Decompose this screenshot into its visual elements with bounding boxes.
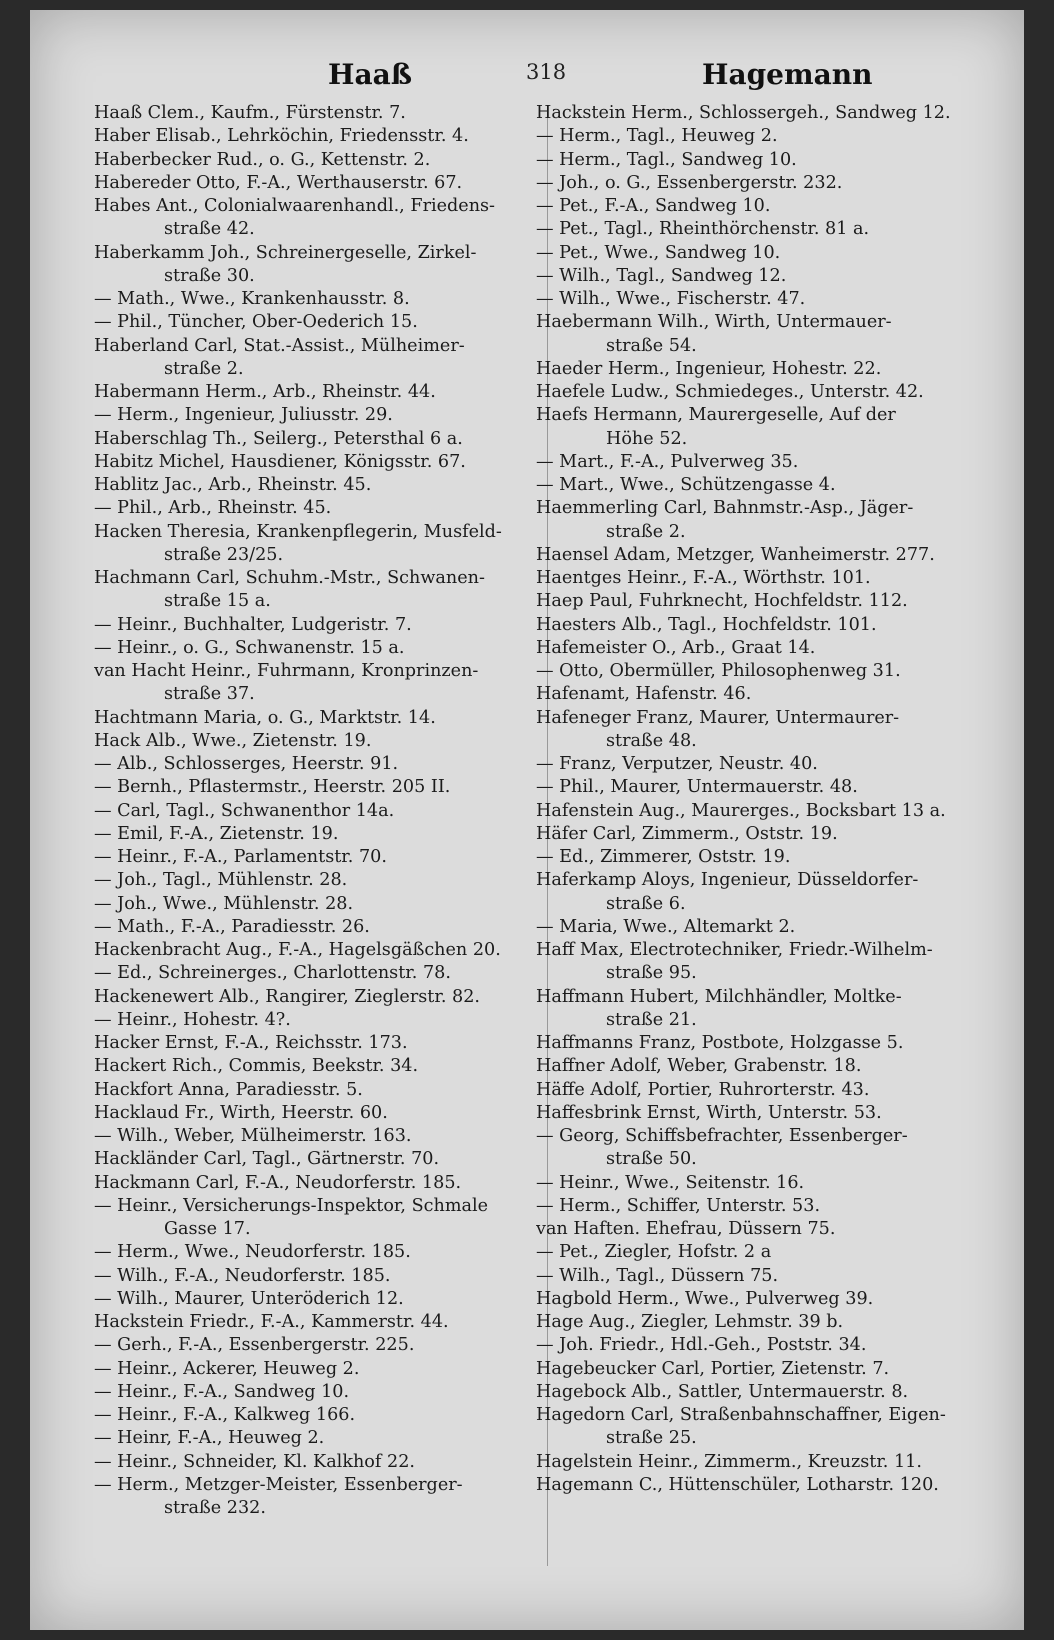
directory-entry: Haffmanns Franz, Postbote, Holzgasse 5. [536,1033,904,1053]
directory-entry: Hacker Ernst, F.-A., Reichsstr. 173. [94,1033,408,1053]
directory-entry: — Heinr., F.-A., Kalkweg 166. [94,1405,356,1425]
directory-entry: — Herm., Wwe., Neudorferstr. 185. [94,1242,411,1263]
directory-entry: Haensel Adam, Metzger, Wanheimerstr. 277. [536,544,935,565]
directory-entry: Haeder Herm., Ingenieur, Hohestr. 22. [536,358,882,379]
directory-entry: — Joh. Friedr., Hdl.-Geh., Poststr. 34. [536,1335,867,1356]
directory-entry: van Hacht Heinr., Fuhrmann, Kronprinzen- [94,661,479,681]
entry-continuation: straße 2. [606,521,686,542]
directory-page [30,10,1024,1630]
directory-entry: Häfer Carl, Zimmerm., Oststr. 19. [536,823,838,844]
directory-entry: — Heinr., Versicherungs-Inspektor, Schmale [94,1195,489,1216]
directory-entry: — Joh., Tagl., Mühlenstr. 28. [94,870,348,891]
directory-entry: — Carl, Tagl., Schwanenthor 14a. [94,800,395,821]
directory-entry: Hafenstein Aug., Maurerges., Bocksbart 13 a. [536,800,946,821]
directory-entry: — Heinr., Schneider, Kl. Kalkhof 22. [94,1451,415,1472]
directory-entry: Haferkamp Aloys, Ingenieur, Düsseldorfer- [536,870,919,891]
directory-entry: — Herm., Tagl., Heuweg 2. [536,126,778,147]
directory-entry: Hack Alb., Wwe., Zietenstr. 19. [94,730,372,751]
directory-entry: — Heinr., Wwe., Seitenstr. 16. [536,1172,805,1193]
entry-continuation: straße 23/25. [164,544,284,565]
directory-entry: Haberland Carl, Stat.-Assist., Mülheimer- [94,335,465,356]
directory-entry: — Heinr., F.-A., Parlamentstr. 70. [94,847,387,867]
directory-entry: Haberbecker Rud., o. G., Kettenstr. 2. [94,149,431,170]
directory-entry: Haefele Ludw., Schmiedeges., Unterstr. 42. [536,382,924,402]
directory-entry: Haffner Adolf, Weber, Grabenstr. 18. [536,1056,862,1077]
directory-entry: — Pet., Tagl., Rheinthörchenstr. 81 a. [536,219,870,240]
directory-entry: — Ed., Zimmerer, Oststr. 19. [536,847,791,867]
directory-entry: Haentges Heinr., F.-A., Wörthstr. 101. [536,568,871,588]
directory-entry: — Mart., F.-A., Pulverweg 35. [536,451,799,472]
directory-entry: — Wilh., Weber, Mülheimerstr. 163. [94,1126,412,1146]
directory-entry: — Math., F.-A., Paradiesstr. 26. [94,916,370,937]
directory-entry: — Phil., Arb., Rheinstr. 45. [94,498,332,519]
entry-continuation: Höhe 52. [606,428,688,449]
directory-entry: Haaß Clem., Kaufm., Fürstenstr. 7. [94,103,406,123]
directory-entry: Haffesbrink Ernst, Wirth, Unterstr. 53. [536,1102,882,1123]
entry-continuation: straße 48. [606,730,697,751]
directory-entry: — Franz, Verputzer, Neustr. 40. [536,754,818,774]
directory-entry: Hablitz Jac., Arb., Rheinstr. 45. [94,475,372,495]
directory-entry: — Georg, Schiffsbefrachter, Essenberger- [536,1126,908,1146]
entry-continuation: straße 25. [606,1428,697,1449]
directory-entry: Hackenewert Alb., Rangirer, Zieglerstr. 82. [94,986,480,1007]
right-column [536,102,1014,1497]
directory-entry: Hacken Theresia, Krankenpflegerin, Musfeld- [94,521,502,542]
directory-entry: Haemmerling Carl, Bahnmstr.-Asp., Jäger- [536,498,914,519]
directory-entry: Hackländer Carl, Tagl., Gärtnerstr. 70. [94,1149,440,1170]
directory-entry: — Alb., Schlosserges, Heerstr. 91. [94,754,399,774]
directory-entry: Haep Paul, Fuhrknecht, Hochfeldstr. 112. [536,591,908,612]
directory-entry: Hafenamt, Hafenstr. 46. [536,684,752,705]
directory-entry: — Emil, F.-A., Zietenstr. 19. [94,823,339,844]
directory-entry: Hafeneger Franz, Maurer, Untermaurer- [536,707,900,728]
entry-continuation: straße 232. [164,1498,266,1518]
directory-entry: Hagebock Alb., Sattler, Untermauerstr. 8. [536,1381,909,1402]
page-number: 318 [526,60,567,84]
directory-entry: — Pet., F.-A., Sandweg 10. [536,196,771,216]
directory-entry: — Heinr., Buchhalter, Ludgeristr. 7. [94,614,412,635]
directory-entry: Hackstein Friedr., F.-A., Kammerstr. 44. [94,1312,449,1332]
directory-entry: — Joh., o. G., Essenbergerstr. 232. [536,172,843,193]
directory-entry: Hagbold Herm., Wwe., Pulverweg 39. [536,1288,874,1309]
directory-entry: Haebermann Wilh., Wirth, Untermauer- [536,312,892,333]
entry-continuation: Gasse 17. [164,1219,251,1239]
directory-entry: Hachmann Carl, Schuhm.-Mstr., Schwanen- [94,568,485,588]
directory-entry: — Mart., Wwe., Schützengasse 4. [536,475,836,495]
entry-continuation: straße 37. [164,684,255,705]
directory-entry: Habitz Michel, Hausdiener, Königsstr. 67. [94,451,466,472]
directory-entry: — Herm., Ingenieur, Juliusstr. 29. [94,405,393,426]
header-first-entry: Haaß [328,58,413,91]
directory-entry: Hagelstein Heinr., Zimmerm., Kreuzstr. 11. [536,1451,922,1472]
entry-continuation: straße 54. [606,335,697,356]
page-header [30,58,1024,98]
entry-continuation: straße 15 a. [164,591,271,612]
directory-entry: Hackfort Anna, Paradiesstr. 5. [94,1079,363,1100]
directory-entry: Hackenbracht Aug., F.-A., Hagelsgäßchen 20. [94,940,501,960]
directory-entry: — Wilh., Tagl., Düssern 75. [536,1265,779,1286]
directory-entry: — Heinr., Hohestr. 4?. [94,1009,291,1030]
left-column [94,102,552,1520]
directory-entry: Haber Elisab., Lehrköchin, Friedensstr. 4. [94,126,469,147]
directory-entry: Häffe Adolf, Portier, Ruhrorterstr. 43. [536,1079,870,1100]
directory-entry: Haberschlag Th., Seilerg., Petersthal 6 a. [94,428,463,449]
directory-entry: Hagedorn Carl, Straßenbahnschaffner, Eigen- [536,1405,946,1425]
directory-entry: — Gerh., F.-A., Essenbergerstr. 225. [94,1335,415,1356]
directory-entry: — Joh., Wwe., Mühlenstr. 28. [94,893,354,914]
entry-continuation: straße 2. [164,358,244,379]
directory-entry: — Wilh., Wwe., Fischerstr. 47. [536,289,806,309]
directory-entry: van Haften. Ehefrau, Düssern 75. [536,1219,836,1239]
directory-entry: — Wilh., Tagl., Sandweg 12. [536,265,787,286]
directory-entry: Hagemann C., Hüttenschüler, Lotharstr. 120. [536,1474,939,1495]
directory-entry: — Heinr., F.-A., Sandweg 10. [94,1381,350,1402]
directory-entry: Habereder Otto, F.-A., Werthauserstr. 67. [94,172,463,193]
directory-entry: Hackert Rich., Commis, Beekstr. 34. [94,1056,419,1077]
entry-continuation: straße 6. [606,893,686,914]
directory-entry: — Phil., Maurer, Untermauerstr. 48. [536,777,858,798]
entry-continuation: straße 50. [606,1149,697,1170]
directory-entry: Habes Ant., Colonialwaarenhandl., Friedens- [94,196,496,216]
directory-entry: Haefs Hermann, Maurergeselle, Auf der [536,405,896,426]
directory-entry: — Pet., Ziegler, Hofstr. 2 a [536,1242,772,1263]
directory-entry: Hackstein Herm., Schlossergeh., Sandweg 12. [536,103,951,123]
directory-entry: — Heinr, F.-A., Heuweg 2. [94,1428,325,1449]
directory-entry: — Herm., Tagl., Sandweg 10. [536,149,797,170]
directory-entry: Hachtmann Maria, o. G., Marktstr. 14. [94,707,436,728]
directory-entry: — Maria, Wwe., Altemarkt 2. [536,916,796,937]
directory-entry: Haberkamm Joh., Schreinergeselle, Zirkel- [94,242,477,263]
directory-entry: — Herm., Metzger-Meister, Essenberger- [94,1474,463,1495]
directory-entry: — Pet., Wwe., Sandweg 10. [536,242,781,263]
directory-entry: — Wilh., F.-A., Neudorferstr. 185. [94,1265,391,1286]
entry-continuation: straße 30. [164,265,255,286]
directory-entry: — Herm., Schiffer, Unterstr. 53. [536,1195,821,1216]
directory-entry: Hackmann Carl, F.-A., Neudorferstr. 185. [94,1172,462,1193]
directory-entry: Haff Max, Electrotechniker, Friedr.-Wilhelm- [536,940,933,960]
directory-entry: — Phil., Tüncher, Ober-Oederich 15. [94,312,418,333]
directory-entry: Hagebeucker Carl, Portier, Zietenstr. 7. [536,1358,890,1379]
directory-entry: — Heinr., Ackerer, Heuweg 2. [94,1358,360,1379]
directory-entry: Haffmann Hubert, Milchhändler, Moltke- [536,986,902,1007]
header-last-entry: Hagemann [702,58,873,91]
directory-entry: Hacklaud Fr., Wirth, Heerstr. 60. [94,1102,388,1123]
directory-entry: Hage Aug., Ziegler, Lehmstr. 39 b. [536,1312,844,1332]
directory-entry: — Heinr., o. G., Schwanenstr. 15 a. [94,637,405,658]
directory-entry: Hafemeister O., Arb., Graat 14. [536,637,816,658]
entry-continuation: straße 42. [164,219,255,240]
directory-entry: — Wilh., Maurer, Unteröderich 12. [94,1288,404,1309]
directory-entry: — Ed., Schreinerges., Charlottenstr. 78. [94,963,451,984]
directory-entry: — Bernh., Pflastermstr., Heerstr. 205 II. [94,777,451,798]
directory-entry: Haesters Alb., Tagl., Hochfeldstr. 101. [536,614,877,635]
directory-entry: Habermann Herm., Arb., Rheinstr. 44. [94,382,436,402]
entry-continuation: straße 21. [606,1009,697,1030]
directory-entry: — Otto, Obermüller, Philosophenweg 31. [536,661,901,681]
entry-continuation: straße 95. [606,963,697,984]
directory-entry: — Math., Wwe., Krankenhausstr. 8. [94,289,410,309]
